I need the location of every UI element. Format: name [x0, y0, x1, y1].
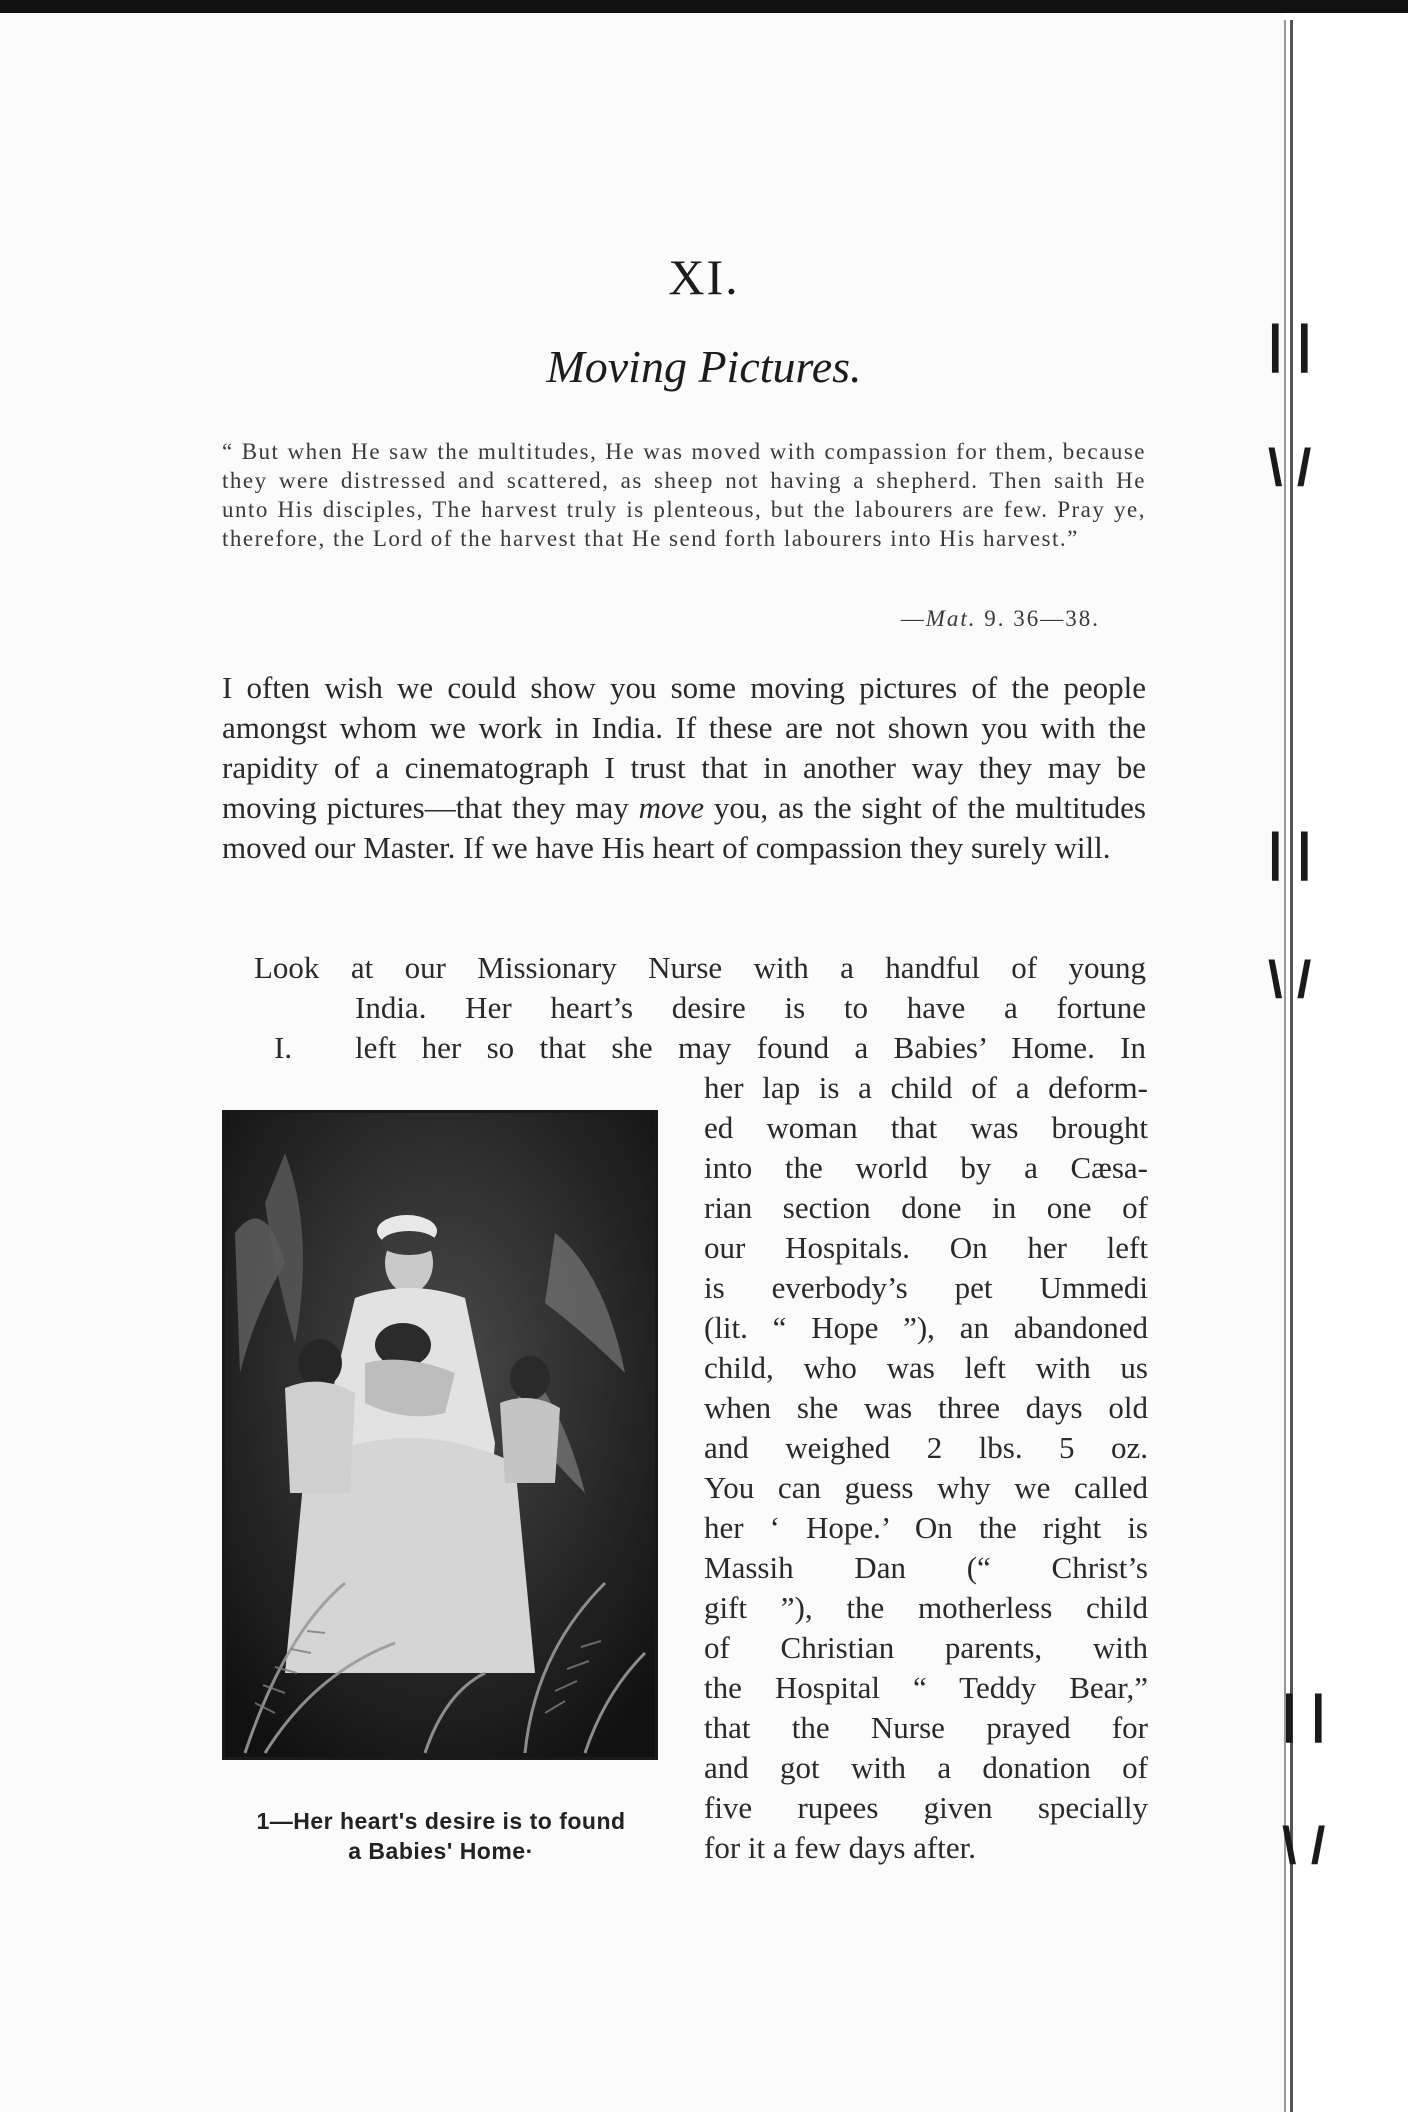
stitch-mark: | |	[1268, 315, 1312, 373]
stitch-mark: \ /	[1268, 951, 1312, 1009]
column-line: into the world by a Cæsa-	[704, 1150, 1148, 1185]
column-line: is everbody’s pet Ummedi	[704, 1270, 1148, 1305]
epigraph-citation: —Mat. 9. 36—38.	[900, 606, 1100, 631]
stitch-mark: \ /	[1282, 1817, 1326, 1875]
citation-reference: 9. 36—38.	[976, 606, 1100, 631]
column-line: rian section done in one of	[704, 1190, 1148, 1225]
column-line: and got with a donation of	[704, 1750, 1148, 1785]
caption-line: a Babies' Home·	[348, 1838, 534, 1864]
column-line: Massih Dan (“ Christ’s	[704, 1550, 1148, 1585]
body-paragraph-2	[222, 948, 1146, 1068]
scan-top-edge	[0, 0, 1408, 13]
column-line: for it a few days after.	[704, 1830, 976, 1865]
stitch-mark: \ /	[1268, 439, 1312, 497]
column-line: and weighed 2 lbs. 5 oz.	[704, 1430, 1148, 1465]
column-line: ed woman that was brought	[704, 1110, 1148, 1145]
stitch-mark: | |	[1268, 823, 1312, 881]
epigraph-quote: “ But when He saw the multitudes, He was moved with compassion for them, because they were distressed and scattered, as sheep not having a shepherd. Then saith He unto His disciples, The harvest truly is plenteous, but the labourers are few. Pray ye, therefore, the Lord of the harvest that He send forth labourers into His harvest.”	[222, 439, 1146, 551]
paragraph-line: Look at our Missionary Nurse with a handful of young	[254, 950, 1146, 985]
chapter-title: Moving Pictures.	[546, 341, 862, 392]
emphasized-word: move	[638, 790, 705, 825]
stitch-mark: | |	[1282, 1685, 1326, 1743]
column-line: our Hospitals. On her left	[704, 1230, 1148, 1265]
paragraph-line	[222, 1028, 1146, 1068]
column-line: You can guess why we called	[704, 1470, 1148, 1505]
column-line: child, who was left with us	[704, 1350, 1148, 1385]
column-line: her lap is a child of a deform-	[704, 1070, 1148, 1105]
column-paragraph	[704, 1068, 1148, 1868]
paragraph-line: India. Her heart’s desire is to have a fortune	[355, 990, 1146, 1025]
column-line: of Christian parents, with	[704, 1630, 1148, 1665]
column-line: gift ”), the motherless child	[704, 1590, 1148, 1625]
body-paragraph-1	[222, 668, 1146, 868]
paragraph-text: I often wish we could show you some moving pictures of the people amongst whom we work in India. If these are not shown you with the rapidity of a cinematograph I trust that in another way they may be moving pictures—that they may	[222, 670, 1146, 825]
photograph-nurse-with-children	[222, 1110, 658, 1760]
chapter-number: XI.	[668, 249, 740, 305]
column-line: when she was three days old	[704, 1390, 1148, 1425]
figure-reference: I.	[274, 1030, 293, 1065]
photo-illustration	[225, 1113, 655, 1757]
column-line: her ‘ Hope.’ On the right is	[704, 1510, 1148, 1545]
figure-caption	[208, 1806, 674, 1866]
paragraph-line-text: left her so that she may found a Babies’ Home. In	[355, 1030, 1146, 1065]
column-line: five rupees given specially	[704, 1790, 1148, 1825]
caption-line: 1—Her heart's desire is to found	[256, 1808, 626, 1834]
column-line: that the Nurse prayed for	[704, 1710, 1148, 1745]
column-line: (lit. “ Hope ”), an abandoned	[704, 1310, 1148, 1345]
paragraph-text: you, as the sight of the multitudes moved our Master. If we have His heart of compassion they surely will.	[222, 790, 1146, 865]
citation-book: Mat.	[925, 606, 977, 631]
column-line: the Hospital “ Teddy Bear,”	[704, 1670, 1148, 1705]
